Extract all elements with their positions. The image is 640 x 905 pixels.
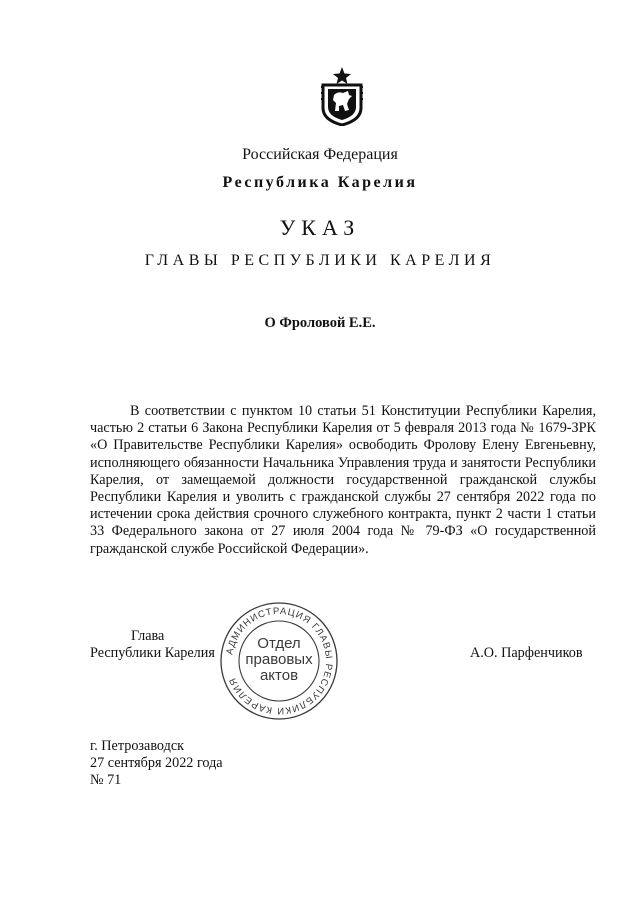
stamp-line1: Отдел	[257, 635, 301, 652]
issue-details	[90, 738, 223, 789]
country-name: Российская Федерация	[242, 146, 398, 163]
issuer-title: ГЛАВЫ РЕСПУБЛИКИ КАРЕЛИЯ	[144, 252, 496, 269]
decree-number: № 71	[90, 772, 122, 788]
republic-name: Республика Карелия	[222, 174, 418, 191]
official-stamp	[218, 600, 340, 722]
stamp-line2: правовых	[245, 651, 313, 668]
karelia-coat-of-arms-icon	[318, 66, 366, 126]
document-subject: О Фроловой Е.Е.	[264, 315, 376, 331]
stamp-ring-text: АДМИНИСТРАЦИЯ ГЛАВЫ РЕСПУБЛИКИ КАРЕЛИЯ	[224, 605, 335, 717]
signatory-title-line1: Глава	[131, 628, 165, 644]
issue-date: 27 сентября 2022 года	[90, 755, 223, 771]
stamp-line3: актов	[259, 667, 299, 684]
signatory-title-line2: Республики Карелия	[90, 645, 215, 661]
document-type: УКАЗ	[279, 215, 361, 240]
signatory-name: А.О. Парфенчиков	[470, 645, 583, 661]
decree-paragraph: В соответствии с пунктом 10 статьи 51 Конституции Республики Карелия, частью 2 статьи 6 Закона Республики Карелия от 5 февраля 2013 года № 1679-ЗРК «О Правительстве Республики Карелия» освободить Фролову Елену Евгеньевну, исполняющего обязанности Начальника Управления труда и занятости Республики Карелия, от замещаемой должности государственной гражданской службы Республики Карелия и уволить с гражданской службы 27 сентября 2022 года по истечении срока действия срочного служебного контракта, пункт 2 части 1 статьи 33 Федерального закона от 27 июля 2004 года № 79-ФЗ «О государственной гражданской службе Российской Федерации».	[90, 403, 596, 557]
issue-city: г. Петрозаводск	[90, 738, 185, 754]
decree-body	[90, 403, 596, 558]
